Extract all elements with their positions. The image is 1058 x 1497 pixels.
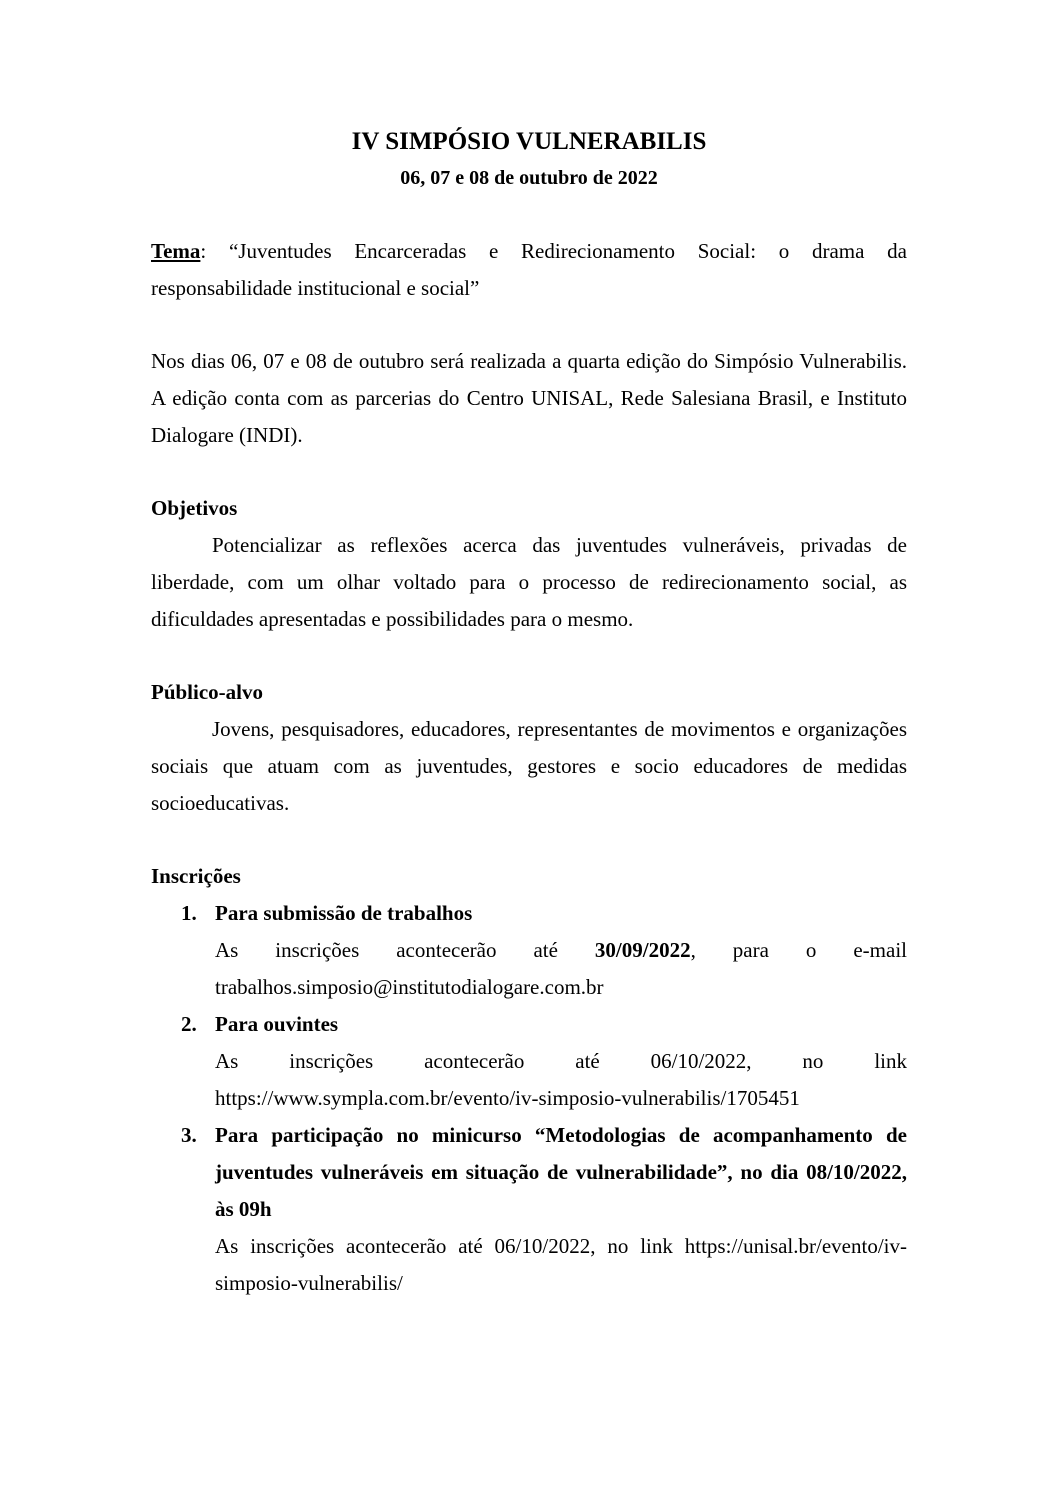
publico-line-3: socioeducativas.	[151, 791, 290, 815]
objetivos-line-3: dificuldades apresentadas e possibilidades para o mesmo.	[151, 607, 634, 631]
publico-line-1: Jovens, pesquisadores, educadores, representantes de movimentos e organizações	[212, 717, 907, 741]
document-title: IV SIMPÓSIO VULNERABILIS	[351, 128, 707, 155]
objetivos-paragraph	[151, 527, 907, 638]
publico-heading: Público-alvo	[151, 680, 264, 704]
item-1-email: trabalhos.simposio@institutodialogare.com.br	[215, 975, 604, 999]
item-1-text-before: As inscrições acontecerão até	[215, 938, 595, 962]
item-3-link-end: simposio-vulnerabilis/	[215, 1271, 403, 1295]
objetivos-line-2: liberdade, com um olhar voltado para o processo de redirecionamento social, as	[151, 570, 907, 594]
item-3-title-line-3: às 09h	[215, 1197, 272, 1221]
list-item-title	[215, 1117, 907, 1228]
list-item-number: 2.	[181, 1012, 197, 1036]
document-content	[151, 124, 907, 1302]
item-3-line-1: As inscrições acontecerão até 06/10/2022, no link https://unisal.br/evento/iv-	[215, 1234, 907, 1258]
item-2-link: https://www.sympla.com.br/evento/iv-simposio-vulnerabilis/1705451	[215, 1086, 800, 1110]
list-item-text	[215, 1228, 907, 1302]
tema-label: Tema	[151, 239, 201, 263]
list-item-number: 1.	[181, 901, 197, 925]
item-3-title-line-2: juventudes vulneráveis em situação de vulnerabilidade”, no dia 08/10/2022,	[215, 1160, 907, 1184]
list-item-number: 3.	[181, 1123, 197, 1147]
list-item	[151, 1117, 907, 1302]
item-3-title-line-1: Para participação no minicurso “Metodologias de acompanhamento de	[215, 1123, 907, 1147]
list-item	[151, 1006, 907, 1117]
inscricoes-list	[151, 895, 907, 1302]
intro-line-3: Dialogare (INDI).	[151, 423, 303, 447]
tema-text-1: “Juventudes Encarceradas e Redirecionamento Social: o drama da	[228, 239, 907, 263]
list-item-text	[215, 932, 907, 1006]
publico-line-2: sociais que atuam com as juventudes, gestores e socio educadores de medidas	[151, 754, 907, 778]
list-item-text	[215, 1043, 907, 1117]
list-item	[151, 895, 907, 1006]
tema-line-2: responsabilidade institucional e social”	[151, 276, 480, 300]
intro-line-2: A edição conta com as parcerias do Centro UNISAL, Rede Salesiana Brasil, e Instituto	[151, 386, 907, 410]
objetivos-line-1: Potencializar as reflexões acerca das juventudes vulneráveis, privadas de	[212, 533, 907, 557]
inscricoes-heading: Inscrições	[151, 864, 241, 888]
objetivos-heading: Objetivos	[151, 496, 238, 520]
list-item-title: Para ouvintes	[215, 1012, 339, 1036]
publico-paragraph	[151, 711, 907, 822]
tema-paragraph	[151, 233, 907, 307]
tema-line-1	[151, 233, 907, 270]
tema-separator: :	[200, 239, 207, 263]
intro-paragraph	[151, 343, 907, 454]
item-1-deadline: 30/09/2022	[594, 938, 691, 962]
intro-line-1: Nos dias 06, 07 e 08 de outubro será realizada a quarta edição do Simpósio Vulnerabilis.	[151, 349, 907, 373]
item-1-line-1	[215, 932, 907, 969]
event-dates: 06, 07 e 08 de outubro de 2022	[400, 167, 658, 189]
item-2-line-1: As inscrições acontecerão até 06/10/2022, no link	[215, 1049, 907, 1073]
list-item-title: Para submissão de trabalhos	[215, 901, 473, 925]
item-1-text-after: , para o e-mail	[690, 938, 907, 962]
